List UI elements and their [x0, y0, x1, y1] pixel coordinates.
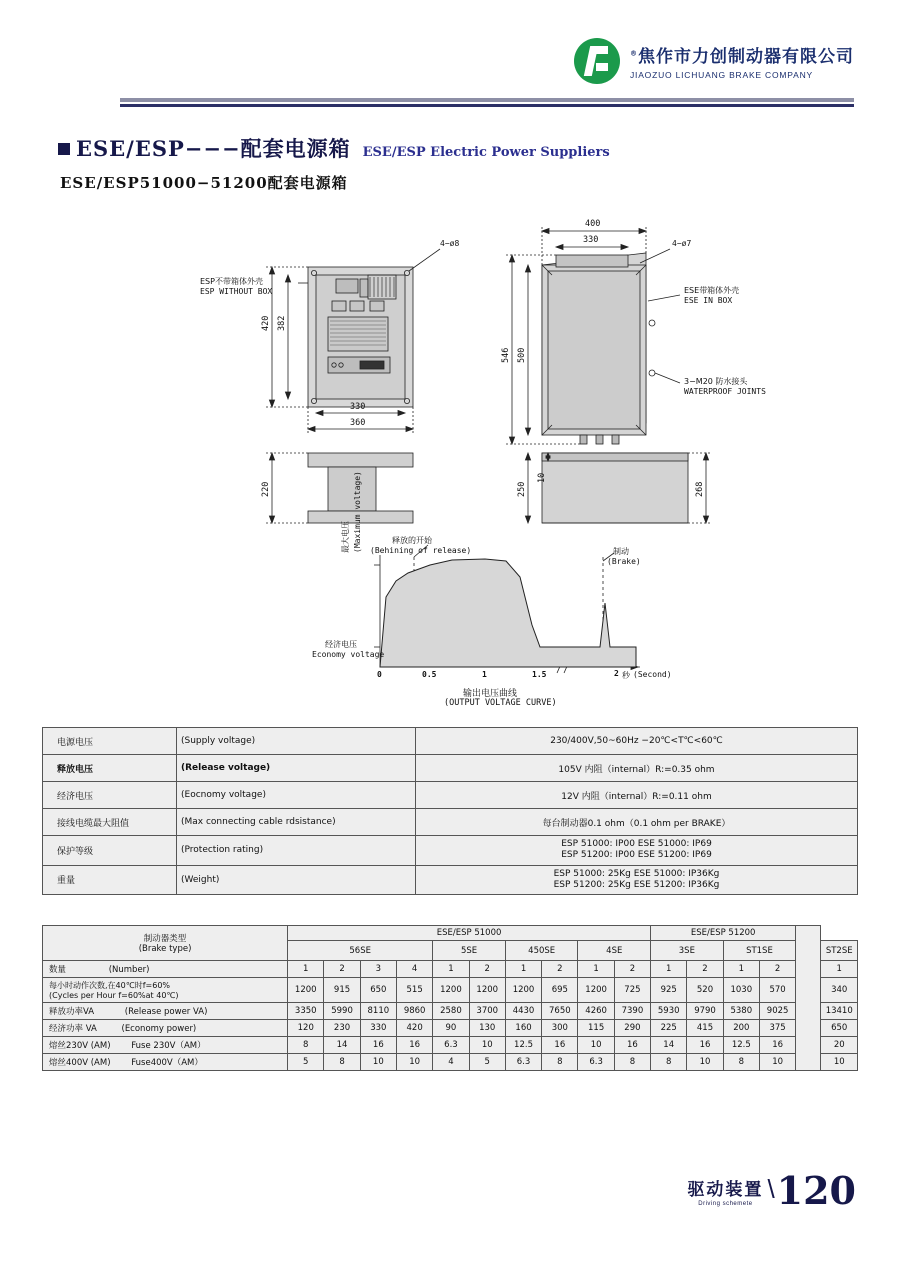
row-label-economy-power-en: (Economy power)	[121, 1024, 197, 1034]
row-label-fuse400-en: Fuse400V（AM）	[131, 1058, 203, 1068]
cell: 9860	[396, 1003, 432, 1020]
cell: 4	[396, 961, 432, 978]
table-row	[43, 1003, 858, 1020]
type-header-st2se: ST2SE	[821, 941, 858, 961]
cell: 6.3	[505, 1054, 541, 1071]
cell: 1	[723, 961, 759, 978]
table-row	[43, 755, 858, 782]
cell: 7390	[614, 1003, 650, 1020]
cell: 1	[651, 961, 687, 978]
cell: 300	[542, 1020, 578, 1037]
chart-annot-brake-en: (Brake)	[607, 557, 641, 566]
chart-ylabel-eco-cn: 经济电压	[325, 640, 357, 649]
footer-section-en: Driving schemete	[698, 1201, 753, 1207]
chart-ylabel-max-en: (Maximum voltage)	[353, 471, 362, 553]
cell: 16	[614, 1037, 650, 1054]
dim-382: 382	[277, 315, 287, 331]
table-row	[43, 809, 858, 836]
cell: 415	[687, 1020, 723, 1037]
cell: 13410	[821, 1003, 858, 1020]
cell: 16	[360, 1037, 396, 1054]
dim-220: 220	[261, 481, 271, 497]
cell: 290	[614, 1020, 650, 1037]
spec-label-supply-voltage: 电源电压	[43, 728, 177, 755]
row-label-cycles-en: (Cycles per Hour f=60%at 40℃)	[49, 991, 179, 1000]
dim-500: 500	[517, 347, 527, 363]
group-header-51000: ESE/ESP 51000	[288, 926, 651, 941]
cell: 2	[759, 961, 795, 978]
dim-400: 400	[585, 219, 601, 229]
table-row	[43, 782, 858, 809]
group-header-51200: ESE/ESP 51200	[651, 926, 796, 941]
cell: 420	[396, 1020, 432, 1037]
cell: 1	[821, 961, 858, 978]
spec-en-weight: (Weight)	[177, 865, 416, 895]
company-name-cn: 焦作市力创制动器有限公司	[638, 47, 854, 67]
chart-annot-release-en: (Behining of release)	[370, 546, 472, 555]
cell: 90	[433, 1020, 469, 1037]
cell: 14	[651, 1037, 687, 1054]
cell: 1200	[288, 978, 324, 1003]
cell: 5990	[324, 1003, 360, 1020]
spec-en-supply-voltage: (Supply voltage)	[177, 728, 416, 755]
dim-360: 360	[350, 418, 366, 428]
data-table-corner	[43, 926, 288, 961]
cell: 2580	[433, 1003, 469, 1020]
spec-label-protection-rating: 保护等级	[43, 836, 177, 866]
label-esp-without-box-en: ESP WITHOUT BOX	[200, 287, 273, 296]
cell: 10	[469, 1037, 505, 1054]
chart-title-en: (OUTPUT VOLTAGE CURVE)	[444, 698, 557, 708]
cell: 2	[687, 961, 723, 978]
label-4-phi-7: 4−ø7	[672, 239, 692, 248]
dim-546: 546	[501, 347, 511, 363]
label-4-phi-8: 4−ø8	[440, 239, 460, 248]
cell: 8	[614, 1054, 650, 1071]
specification-table	[42, 727, 858, 895]
cell: 340	[821, 978, 858, 1003]
cell: 5380	[723, 1003, 759, 1020]
cell: 650	[821, 1020, 858, 1037]
dim-250: 250	[517, 481, 527, 497]
cell: 925	[651, 978, 687, 1003]
type-header-450se: 450SE	[505, 941, 578, 961]
chart-ylabel-eco-en: Economy voltage	[312, 650, 385, 659]
cell: 8110	[360, 1003, 396, 1020]
cell: 10	[396, 1054, 432, 1071]
cell: 7650	[542, 1003, 578, 1020]
cell: 3700	[469, 1003, 505, 1020]
cell: 20	[821, 1037, 858, 1054]
chart-xlabel-cn: 秒	[622, 671, 630, 680]
section-title-en: ESE/ESP Electric Power Suppliers	[362, 145, 610, 160]
corner-label-en: (Brake type)	[138, 944, 192, 954]
label-ese-in-box-en: ESE IN BOX	[684, 296, 733, 305]
cell: 915	[324, 978, 360, 1003]
cell: 1030	[723, 978, 759, 1003]
spec-en-protection-rating: (Protection rating)	[177, 836, 416, 866]
cell: 4430	[505, 1003, 541, 1020]
cell: 1200	[505, 978, 541, 1003]
cell: 8	[651, 1054, 687, 1071]
row-label-cycles	[43, 978, 288, 1003]
cell: 1200	[578, 978, 614, 1003]
spec-en-economy-voltage: (Eocnomy voltage)	[177, 782, 416, 809]
spacer-cell	[796, 926, 821, 1071]
cell: 1	[505, 961, 541, 978]
cell: 375	[759, 1020, 795, 1037]
dim-330-right: 330	[583, 235, 599, 245]
cell: 3	[360, 961, 396, 978]
spec-label-release-voltage: 释放电压	[43, 755, 177, 782]
cell: 200	[723, 1020, 759, 1037]
table-row	[43, 1037, 858, 1054]
table-row	[43, 1020, 858, 1037]
cell: 12.5	[505, 1037, 541, 1054]
cell: 725	[614, 978, 650, 1003]
cell: 10	[578, 1037, 614, 1054]
row-label-release-power	[43, 1003, 288, 1020]
spec-value-weight-line1: ESP 51000: 25Kg ESE 51000: IP36Kg	[553, 868, 720, 879]
chart-annot-brake-cn: 制动	[613, 547, 629, 556]
row-label-fuse-400v	[43, 1054, 288, 1071]
label-waterproof-joints-en: WATERPROOF JOINTS	[684, 387, 766, 396]
cell: 10	[687, 1054, 723, 1071]
bullet-square-icon	[58, 143, 70, 155]
spec-value-protection-line2: ESP 51200: IP00 ESE 51200: IP69	[561, 850, 712, 861]
spec-label-weight: 重量	[43, 865, 177, 895]
table-row	[43, 865, 858, 895]
drawing-svg	[40, 205, 860, 710]
cell: 8	[723, 1054, 759, 1071]
corner-label-cn: 制动器类型	[143, 934, 187, 944]
type-header-5se: 5SE	[433, 941, 506, 961]
spec-value-release-voltage: 105V 内阻（internal）R:=0.35 ohm	[416, 755, 858, 782]
cell: 8	[324, 1054, 360, 1071]
cell: 2	[324, 961, 360, 978]
dim-420: 420	[261, 315, 271, 331]
label-waterproof-joints-cn: 3−M20 防水接头	[684, 377, 748, 386]
row-label-fuse230-cn: 熔丝230V (AM)	[49, 1041, 111, 1051]
cell: 520	[687, 978, 723, 1003]
cell: 570	[759, 978, 795, 1003]
row-label-number	[43, 961, 288, 978]
cell: 8	[542, 1054, 578, 1071]
cell: 2	[614, 961, 650, 978]
cell: 10	[360, 1054, 396, 1071]
chart-xtick-05: 0.5	[422, 670, 437, 679]
section-subtitle: ESE/ESP51000−51200配套电源箱	[60, 174, 348, 192]
type-header-3se: 3SE	[651, 941, 724, 961]
chart-xtick-15: 1.5	[532, 670, 547, 679]
cell: 16	[759, 1037, 795, 1054]
spec-value-protection-line1: ESP 51000: IP00 ESE 51000: IP69	[561, 839, 712, 849]
spec-value-max-cable-resistance: 每台制动器0.1 ohm（0.1 ohm per BRAKE）	[416, 809, 858, 836]
cell: 5	[288, 1054, 324, 1071]
cell: 16	[687, 1037, 723, 1054]
row-label-release-power-cn: 释放功率VA	[49, 1007, 95, 1017]
cell: 115	[578, 1020, 614, 1037]
chart-xtick-1: 1	[482, 670, 487, 679]
cell: 10	[821, 1054, 858, 1071]
footer-section-cn: 驱动装置	[687, 1180, 764, 1200]
spec-value-economy-voltage: 12V 内阻（internal）R:=0.11 ohm	[416, 782, 858, 809]
spec-label-economy-voltage: 经济电压	[43, 782, 177, 809]
table-row	[43, 961, 858, 978]
cell: 5	[469, 1054, 505, 1071]
chart-title-cn: 输出电压曲线	[463, 689, 518, 699]
row-label-fuse-230v	[43, 1037, 288, 1054]
row-label-economy-power-cn: 经济功率 VA	[49, 1024, 97, 1034]
cell: 1200	[469, 978, 505, 1003]
row-label-economy-power	[43, 1020, 288, 1037]
row-label-fuse230-en: Fuse 230V（AM）	[131, 1041, 206, 1051]
cell: 9790	[687, 1003, 723, 1020]
spec-label-max-cable-resistance: 接线电缆最大阻值	[43, 809, 177, 836]
cell: 4	[433, 1054, 469, 1071]
table-row	[43, 836, 858, 866]
page-number: 120	[776, 1167, 856, 1213]
row-label-release-power-en: (Release power VA)	[124, 1007, 208, 1017]
cell: 16	[396, 1037, 432, 1054]
spec-value-protection-rating	[416, 836, 858, 866]
cell: 2	[542, 961, 578, 978]
cell: 695	[542, 978, 578, 1003]
type-header-st1se: ST1SE	[723, 941, 796, 961]
spec-value-weight	[416, 865, 858, 895]
spec-value-supply-voltage: 230/400V,50~60Hz −20℃<T℃<60℃	[416, 728, 858, 755]
company-logo	[574, 38, 854, 84]
cell: 160	[505, 1020, 541, 1037]
chart-ylabel-max-cn: 最大电压	[341, 521, 350, 553]
chart-xtick-0: 0	[377, 670, 382, 679]
header-rule	[120, 98, 854, 107]
table-row	[43, 1054, 858, 1071]
cell: 1	[433, 961, 469, 978]
row-label-number-en: (Number)	[108, 965, 150, 975]
cell: 10	[759, 1054, 795, 1071]
cell: 6.3	[578, 1054, 614, 1071]
spec-en-release-voltage: (Release voltage)	[177, 755, 416, 782]
row-label-number-cn: 数量	[49, 965, 67, 975]
cell: 6.3	[433, 1037, 469, 1054]
chart-annot-release-cn: 释放的开始	[392, 536, 432, 545]
table-row	[43, 728, 858, 755]
spec-value-weight-line2: ESP 51200: 25Kg ESE 51200: IP36Kg	[553, 879, 720, 890]
page-footer	[687, 1167, 856, 1213]
dim-10: 10	[537, 472, 547, 483]
type-header-56se: 56SE	[288, 941, 433, 961]
label-esp-without-box-cn: ESP不带箱体外壳	[200, 277, 263, 286]
chart-xtick-2: 2	[614, 669, 619, 678]
spec-en-max-cable-resistance: (Max connecting cable rdsistance)	[177, 809, 416, 836]
cell: 650	[360, 978, 396, 1003]
cell: 4260	[578, 1003, 614, 1020]
cell: 3350	[288, 1003, 324, 1020]
dim-268: 268	[695, 481, 705, 497]
cell: 120	[288, 1020, 324, 1037]
footer-slash: \	[767, 1174, 775, 1204]
registered-trademark-icon: ®	[630, 49, 638, 58]
technical-drawing	[40, 205, 860, 710]
table-row	[43, 978, 858, 1003]
brake-type-data-table	[42, 925, 858, 1071]
cell: 8	[288, 1037, 324, 1054]
company-name-en: JIAOZUO LICHUANG BRAKE COMPANY	[630, 70, 814, 80]
cell: 330	[360, 1020, 396, 1037]
row-label-cycles-cn: 每小时动作次数,在40℃时f=60%	[49, 981, 171, 990]
cell: 9025	[759, 1003, 795, 1020]
section-title	[58, 133, 610, 163]
cell: 1200	[433, 978, 469, 1003]
cell: 225	[651, 1020, 687, 1037]
type-header-4se: 4SE	[578, 941, 651, 961]
cell: 1	[578, 961, 614, 978]
row-label-fuse400-cn: 熔丝400V (AM)	[49, 1058, 111, 1068]
brand-mark-icon	[574, 38, 620, 84]
label-ese-in-box-cn: ESE带箱体外壳	[684, 286, 740, 295]
section-title-cn: ESE/ESP−−−配套电源箱	[76, 136, 351, 161]
cell: 5930	[651, 1003, 687, 1020]
cell: 14	[324, 1037, 360, 1054]
cell: 16	[542, 1037, 578, 1054]
cell: 2	[469, 961, 505, 978]
cell: 12.5	[723, 1037, 759, 1054]
chart-xlabel-en: (Second)	[633, 670, 672, 679]
dim-330-left: 330	[350, 402, 366, 412]
cell: 1	[288, 961, 324, 978]
table-header-row	[43, 926, 858, 941]
cell: 230	[324, 1020, 360, 1037]
cell: 515	[396, 978, 432, 1003]
cell: 130	[469, 1020, 505, 1037]
